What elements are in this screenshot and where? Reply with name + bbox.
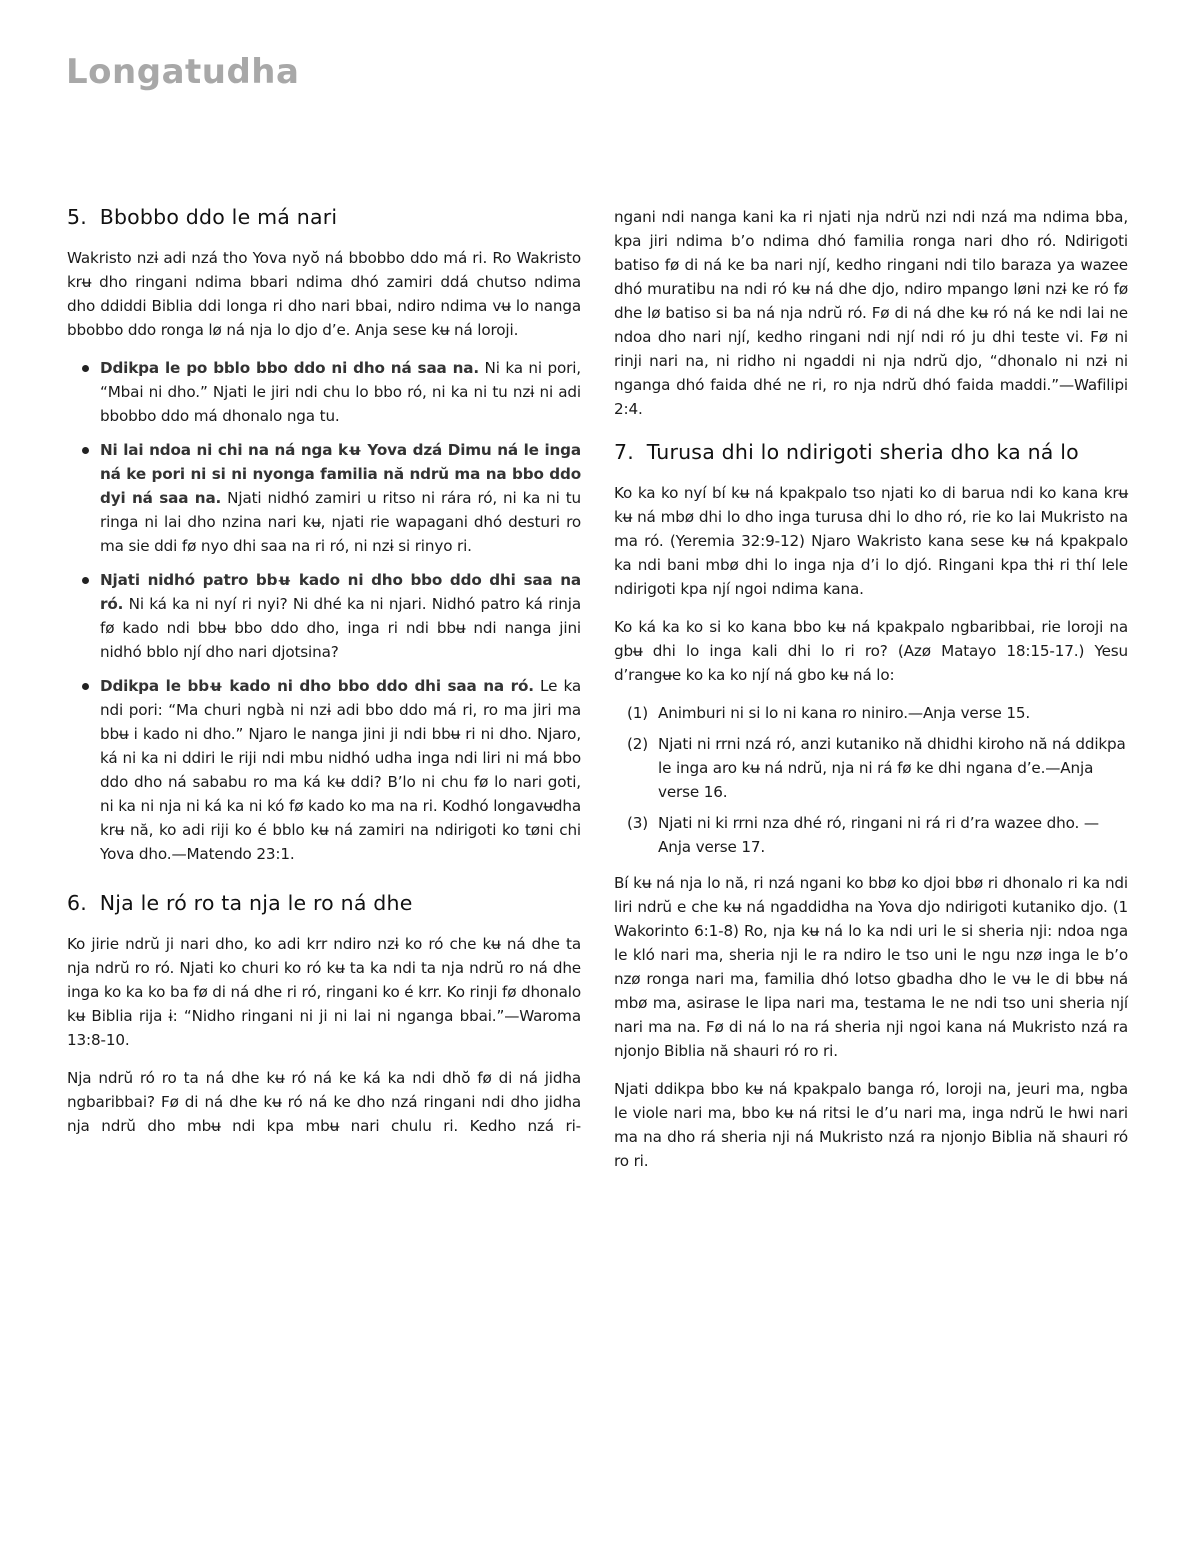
list-item xyxy=(614,811,1128,859)
paragraph: Wakristo nzɨ adi nzá tho Yova nyŏ ná bbobbo ddo má ri. Ro Wakristo krʉ dho ringani ndima bbari ndima dhó zamiri ddá chutso ndima dho ddiddi Biblia ddi longa ri dho nari bbai, ndiro ndima vʉ lo nanga bbobbo ddo ronga lø ná nja lo djo d’e. Anja sese kʉ ná loroji. xyxy=(67,249,581,339)
right-column xyxy=(614,205,1128,1187)
section-6 xyxy=(67,886,581,1138)
bullet-text: Ni ká ka ni nyí ri nyi? Ni dhé ka ni njari. Nidhó patro ká rinja fø kado ndi bbʉ bbo ddo dho, inga ri ndi bbʉ ndi nanga jini nidhó bblo njí dho nari djotsina? xyxy=(100,595,581,661)
section-number: 5. xyxy=(67,205,87,229)
bullet-list xyxy=(67,356,581,866)
numbered-list xyxy=(614,701,1128,859)
bullet-text: Le ka ndi pori: “Ma churi ngbà ni nzɨ adi bbo ddo má ri, ro ma jiri ma bbʉ i kado ni dho.” Njaro le nanga jini ji ndi bbʉ ri ni dho. Njaro, ká ni ka ni ddiri le riji ndi mbu nidhó udha inga ndi liri ni má bbo ddo dho ná sababu ro ma ká kʉ ddi? B’lo ni chu fø lo nari goti, ni ka ni nja ni ká ka ni kó fø kado ko ma na ri. Kodhó longavʉdha krʉ nă, ko adi riji ko é bblo kʉ ná zamiri na ndirigoti ko tøni chi Yova dho.—Matendo 23:1. xyxy=(100,677,581,863)
section-5 xyxy=(67,200,581,866)
page-title: Longatudha xyxy=(66,52,300,92)
paragraph: Ko ka ko nyí bí kʉ ná kpakpalo tso njati ko di barua ndi ko kana krʉ kʉ ná mbø dhi lo dho inga turusa dhi lo dho ró, rie ko lai Mukristo na ma ró. (Yeremia 32:9-12) Njaro Wakristo kana sese kʉ ná kpakpalo ka ndi bani mbø dhi lo inga nja d’i lo djó. Ringani kpa thɨ ri thí lele ndirigoti kpa njí ngoi ndima kana. xyxy=(614,484,1128,598)
paragraph: Ko jirie ndrŭ ji nari dho, ko adi krr ndiro nzɨ ko ró che kʉ ná dhe ta nja ndrŭ ro ró. Njati ko churi ko ró kʉ ta ka ndi ta nja ndrŭ ro ná dhe inga ko ka ko ba fø di ná dhe ri ró, ringani ko é krr. Ko rinji fø dhonalo kʉ Biblia rija ɨ: “Nidho ringani ni ji ni lai ni nganga bbai.”—Waroma 13:8-10. xyxy=(67,935,581,1049)
bullet-lead: Ni lai ndoa ni chi na ná nga kʉ Yova dzá Dimu ná le inga ná ke pori ni si ni nyonga familia nă ndrŭ ma na bbo ddo dyi ná saa na. xyxy=(100,441,581,507)
bullet-lead: Ddikpa le po bblo bbo ddo ni dho ná saa na. xyxy=(100,359,480,377)
bullet-icon xyxy=(82,577,89,584)
section-heading xyxy=(67,886,581,920)
section-number: 6. xyxy=(67,891,87,915)
section-number: 7. xyxy=(614,440,634,464)
bullet-item xyxy=(67,674,581,866)
item-text: Njati ni rrni nzá ró, anzi kutaniko nă dhidhi kiroho nă ná ddikpa le inga aro kʉ ná ndrŭ, nja ni rá fø ke dhi ngana d’e.—Anja verse 16. xyxy=(658,735,1126,801)
paragraph: Bí kʉ ná nja lo nă, ri nzá ngani ko bbø ko djoi bbø ri dhonalo ri ka ndi liri ndrŭ e che kʉ ná ngaddidha na Yova djo ndirigoti kutaniko djo. (1 Wakorinto 6:1-8) Ro, nja kʉ ná lo ka ndi uri le si sheria nji: ndoa nga le kló nari ma, sheria nji le ra ndiro le tso uni le ngu nzø inga le b’o nzø ronga nari ma, familia dhó lotso gbadha dho le vʉ le di bbʉ ná mbø ma, asirase le lipa nari ma, testama le ne ndi tso uni sheria njí nari ma na. Fø di ná lo na rá sheria nji ngoi kana ná Mukristo nzá ra njonjo Biblia nă shauri ró ro ri. xyxy=(614,874,1128,1060)
section-heading xyxy=(614,435,1128,469)
item-text: Njati ni ki rrni nza dhé ró, ringani ni rá ri d’ra wazee dho. —Anja verse 17. xyxy=(658,814,1099,856)
section-title: Turusa dhi lo ndirigoti sheria dho ka ná lo xyxy=(646,440,1079,464)
bullet-text: Ni ka ni pori, “Mbai ni dho.” Njati le jiri ndi chu lo bbo ró, ni ka ni tu nzɨ ni adi bbobbo ddo má dhonalo nga tu. xyxy=(100,359,581,425)
bullet-icon xyxy=(82,365,89,372)
paragraph: ngani ndi nanga kani ka ri njati nja ndrŭ nzi ndi nzá ma ndima bba, kpa jiri ndima b’o ndima dhó familia ronga nari dho ró. Ndirigoti batiso fø di ná ke ba nari njí, kedho ringani ndi tilo baraza ya wazee dhó muratibu na ndi ró kʉ ná dhe djo, ndiro mpango løni nzɨ ke ró fø dhe lø batiso si ba ná nja ndrŭ ró. Fø di ná dhe kʉ ró ná ke ndi lai ne ndoa dho nari njí, kedho ringani ndi njí ndi ró ju dhi teste vi. Fø ni rinji nari na, ni ridho ni ngaddi ni nja ndrŭ djo, “dhonalo ni nzɨ ni nganga dhó faida dhé ne ri, ro nja ndrŭ dhó faida maddi.”—Wafilipi 2:4. xyxy=(614,208,1128,418)
bullet-lead: Ddikpa le bbʉ kado ni dho bbo ddo dhi saa na ró. xyxy=(100,677,534,695)
bullet-icon xyxy=(82,683,89,690)
item-number: (2) xyxy=(627,735,649,753)
bullet-item xyxy=(67,568,581,664)
list-item xyxy=(614,701,1128,725)
bullet-text: Njati nidhó zamiri u ritso ni rára ró, ni ka ni tu ringa ni lai dho nzina nari kʉ, njati rie wapagani dhó desturi ro ma sie ddi fø nyo dhi saa na ri ró, ni nzɨ si rinyo ri. xyxy=(100,489,581,555)
item-number: (1) xyxy=(627,704,649,722)
paragraph: Nja ndrŭ ró ro ta ná dhe kʉ ró ná ke ká ka ndi dhŏ fø di ná jidha ngbaribbai? Fø di ná dhe kʉ ró ná ke dho nzá ringani ndi dho jidha nja ndrŭ dho mbʉ ndi kpa mbʉ nari chulu ri. Kedho nzá ri- xyxy=(67,1069,581,1135)
section-title: Bbobbo ddo le má nari xyxy=(99,205,338,229)
item-text: Animburi ni si lo ni kana ro niniro.—Anja verse 15. xyxy=(658,704,1031,722)
paragraph: Njati ddikpa bbo kʉ ná kpakpalo banga ró, loroji na, jeuri ma, ngba le viole nari ma, bbo kʉ ná ritsi le d’u nari ma, inga ndrŭ le hwi nari ma na dho rá sheria nji ná Mukristo nzá ra njonjo Biblia nă shauri ró ro ri. xyxy=(614,1080,1128,1170)
left-column xyxy=(67,200,581,1152)
section-heading xyxy=(67,200,581,234)
bullet-lead: Njati nidhó patro bbʉ kado ni dho bbo ddo dhi saa na ró. xyxy=(100,571,581,613)
bullet-item xyxy=(67,438,581,558)
bullet-item xyxy=(67,356,581,428)
section-7 xyxy=(614,435,1128,1173)
list-item xyxy=(614,732,1128,804)
item-number: (3) xyxy=(627,814,649,832)
bullet-icon xyxy=(82,447,89,454)
paragraph: Ko ká ka ko si ko kana bbo kʉ ná kpakpalo ngbaribbai, rie loroji na gbʉ dhi lo inga kali dhi lo ri ro? (Azø Matayo 18:15-17.) Yesu d’rangʉe ko ka ko njí ná gbo kʉ ná lo: xyxy=(614,618,1128,684)
section-title: Nja le ró ro ta nja le ro ná dhe xyxy=(99,891,413,915)
